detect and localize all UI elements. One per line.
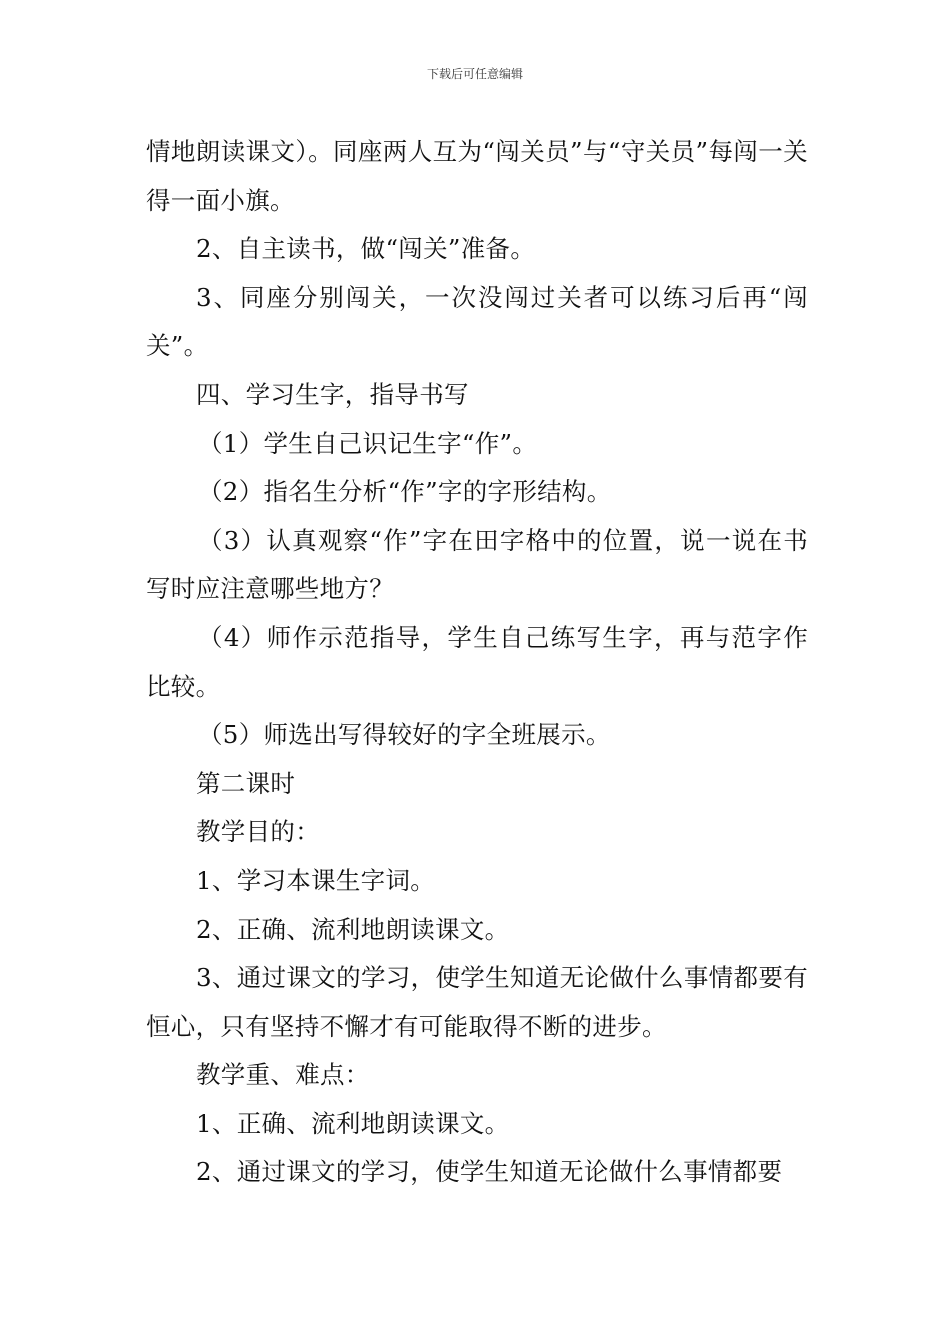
objective-2: 2、正确、流利地朗读课文。 — [196, 914, 510, 944]
page-header: 下载后可任意编辑 — [426, 67, 523, 81]
list-item-1: （1）学生自己识记生字“作”。 — [198, 428, 538, 458]
paragraph-pair-challenge: 3、同座分别闯关，一次没闯过关者可以练习后再“闯关”。 — [146, 282, 808, 361]
lesson-heading-second: 第二课时 — [196, 768, 296, 798]
key-point-2: 2、通过课文的学习，使学生知道无论做什么事情都要 — [196, 1157, 783, 1187]
key-points-heading: 教学重、难点： — [196, 1060, 370, 1090]
paragraph-continuation: 情地朗读课文）。同座两人互为“闯关员”与“守关员”每闯一关得一面小旗。 — [146, 137, 808, 215]
list-item-3: （3）认真观察“作”字在田字格中的位置，说一说在书写时应注意哪些地方？ — [146, 525, 808, 604]
document-body — [146, 128, 808, 1197]
objective-3: 3、通过课文的学习，使学生知道无论做什么事情都要有恒心，只有坚持不懈才有可能取得不断的进步。 — [146, 963, 808, 1041]
list-item-5: （5）师选出写得较好的字全班展示。 — [198, 720, 611, 750]
section-heading-characters: 四、学习生字，指导书写 — [196, 379, 469, 409]
paragraph-self-study: 2、自主读书，做“闯关”准备。 — [196, 234, 536, 264]
list-item-2: （2）指名生分析“作”字的字形结构。 — [198, 477, 612, 507]
key-point-1: 1、正确、流利地朗读课文。 — [196, 1108, 510, 1138]
objectives-heading: 教学目的： — [196, 817, 320, 847]
list-item-4: （4）师作示范指导，学生自己练写生字，再与范字作比较。 — [146, 622, 808, 701]
objective-1: 1、学习本课生字词。 — [196, 865, 436, 895]
